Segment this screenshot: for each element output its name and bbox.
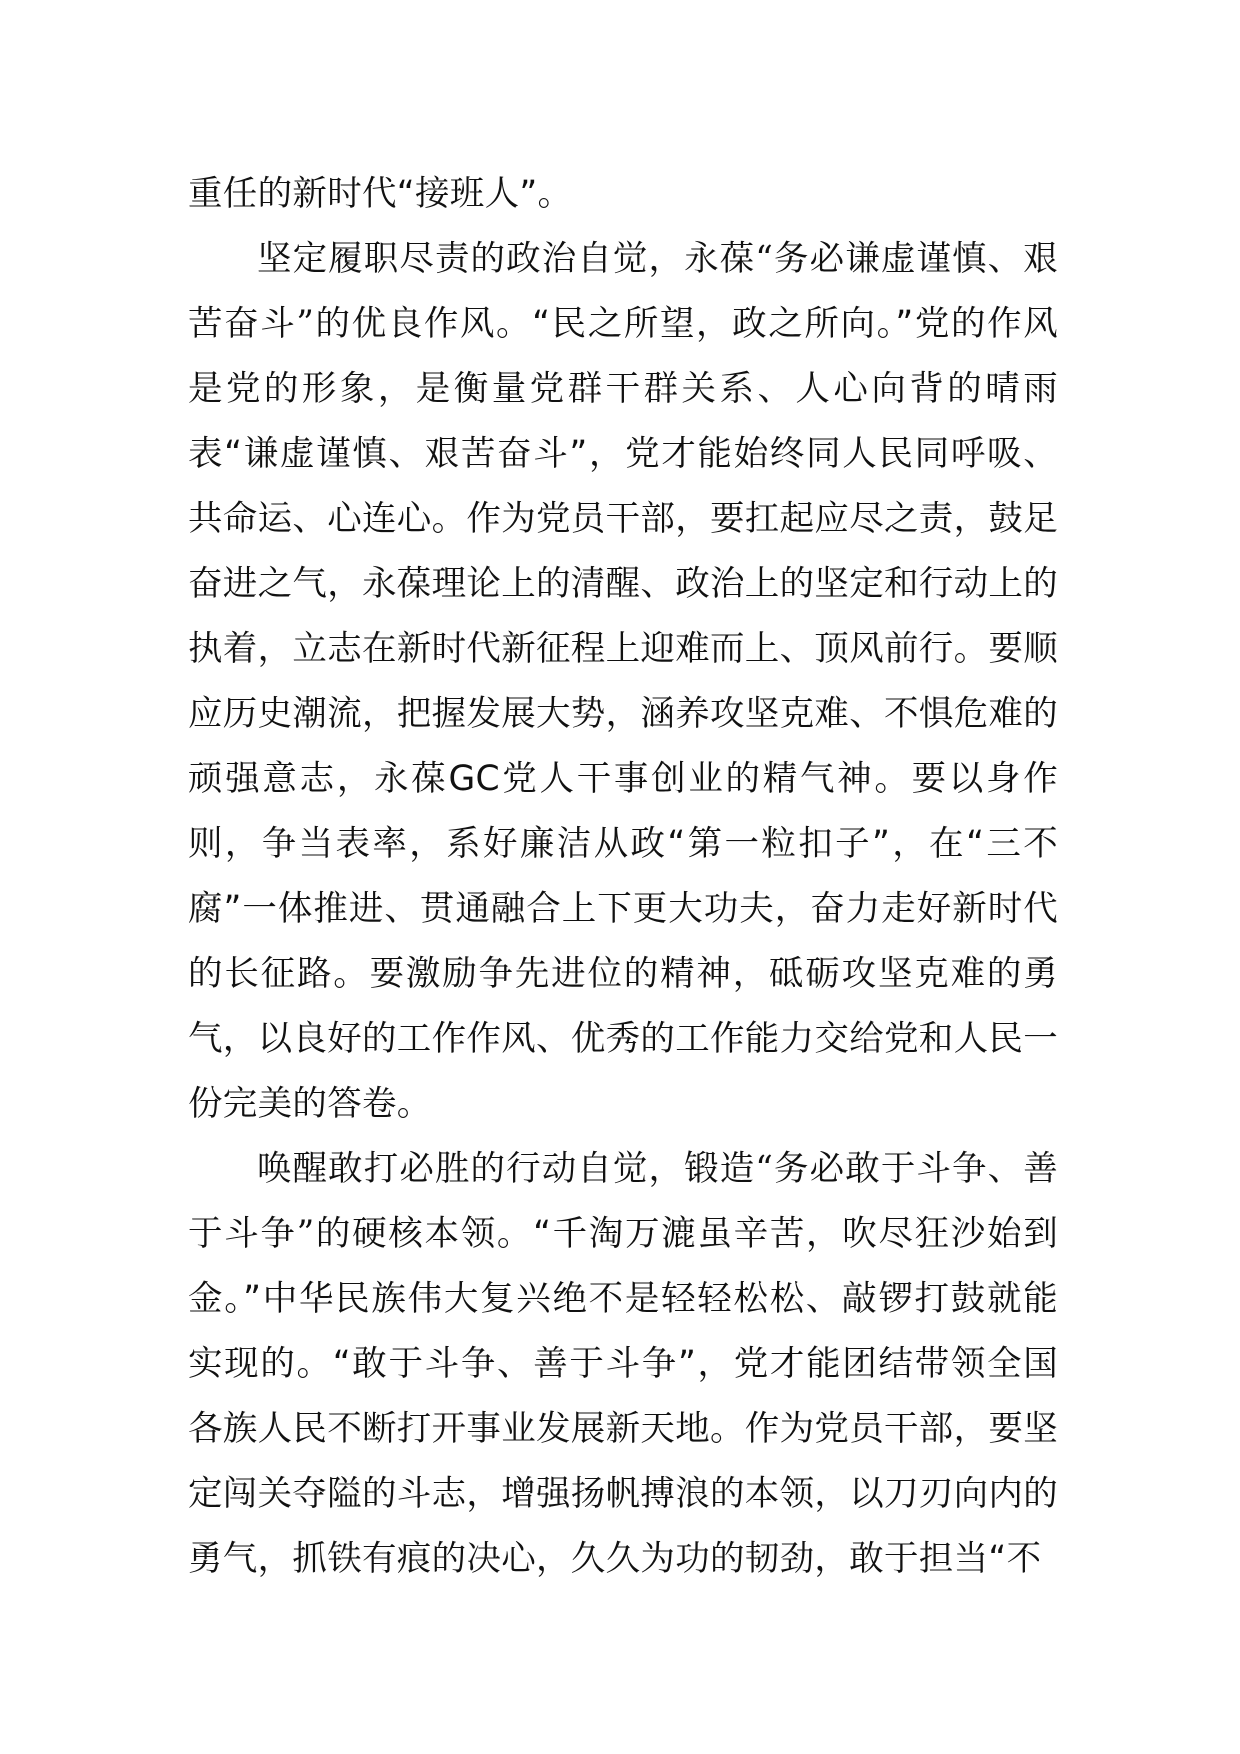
- paragraph-struggle: [188, 1137, 1058, 1592]
- paragraph-body: “千淘万漉虽辛苦，吹尽狂沙始到金。”中华民族伟大复兴绝不是轻轻松松、敲锣打鼓就能实现的。“敢于斗争、善于斗争”，党才能团结带领全国各族人民不断打开事业发展新天地。作为党员干部，要坚定闯关夺隘的斗志，增强扬帆搏浪的本领，以刀刃向内的勇气，抓铁有痕的决心，久久为功的韧劲，敢于担当“不: [188, 1214, 1058, 1579]
- paragraph-continuation: [188, 162, 1058, 227]
- paragraph-lead: 坚定履职尽责的政治自觉，永葆“务必谦虚谨慎、艰苦奋斗”的优良作风。: [188, 239, 1058, 344]
- paragraph-body: 重任的新时代“接班人”。: [188, 174, 573, 214]
- paragraph-lead: 唤醒敢打必胜的行动自觉，锻造“务必敢于斗争、善于斗争”的硬核本领。: [188, 1149, 1058, 1254]
- paragraph-work-style: [188, 227, 1058, 1137]
- document-body: [188, 162, 1058, 1592]
- paragraph-body: “民之所望，政之所向。”党的作风是党的形象，是衡量党群干群关系、人心向背的晴雨表“谦虚谨慎、艰苦奋斗”，党才能始终同人民同呼吸、共命运、心连心。作为党员干部，要扛起应尽之责，鼓足奋进之气，永葆理论上的清醒、政治上的坚定和行动上的执着，立志在新时代新征程上迎难而上、顶风前行。要顺应历史潮流，把握发展大势，涵养攻坚克难、不惧危难的顽强意志，永葆GC党人干事创业的精气神。要以身作则，争当表率，系好廉洁从政“第一粒扣子”，在“三不腐”一体推进、贯通融合上下更大功夫，奋力走好新时代的长征路。要激励争先进位的精神，砥砺攻坚克难的勇气，以良好的工作作风、优秀的工作能力交给党和人民一份完美的答卷。: [188, 304, 1059, 1124]
